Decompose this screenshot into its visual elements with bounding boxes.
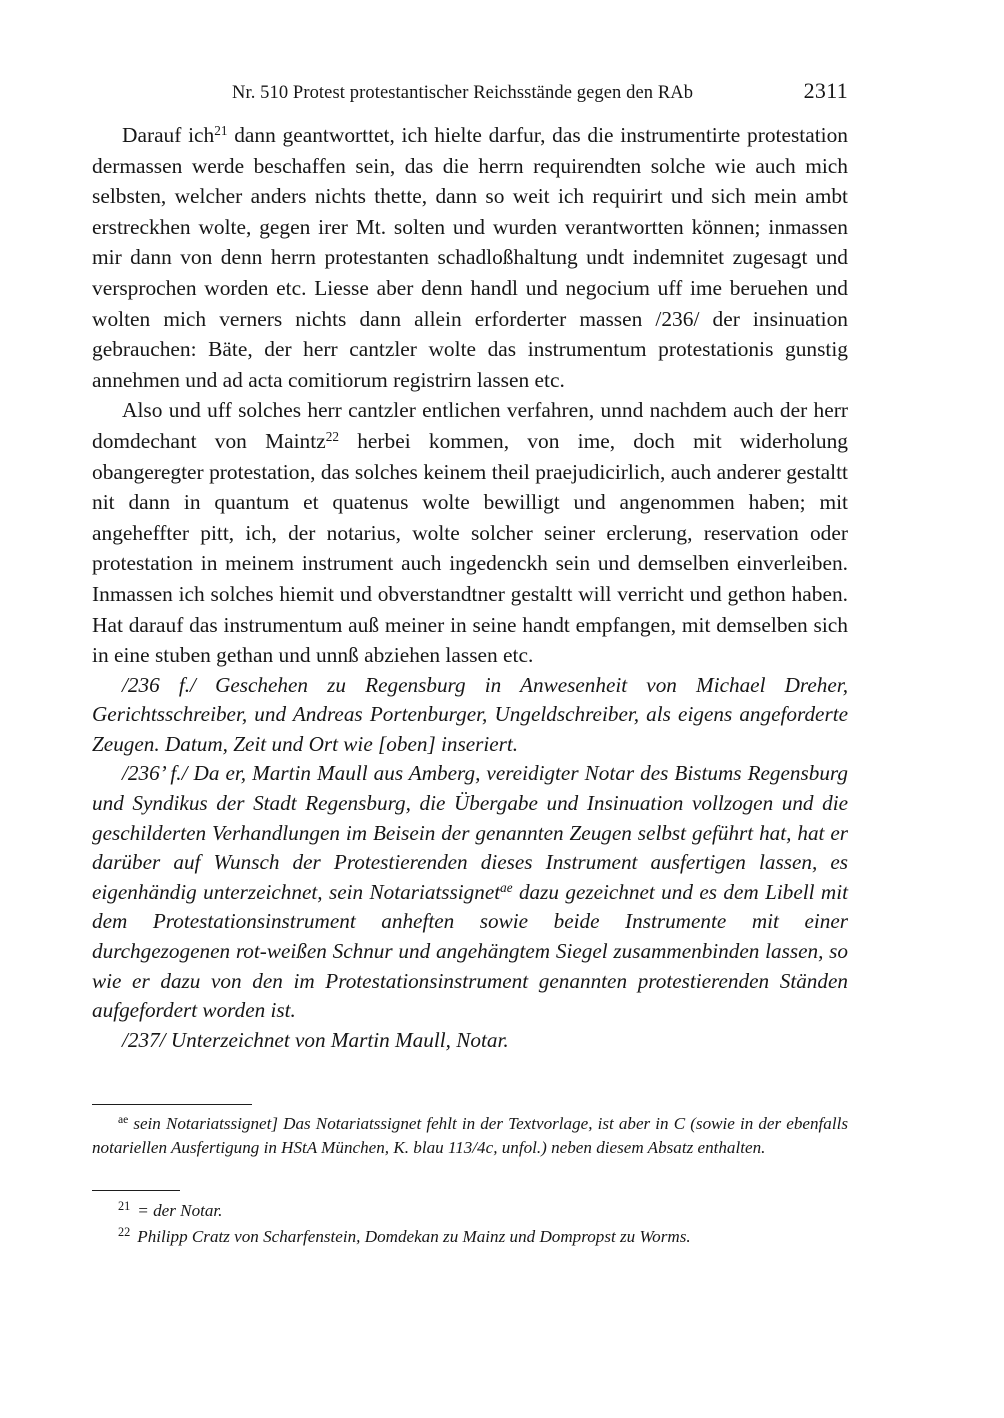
paragraph-darauf — [92, 120, 848, 395]
footnote-marker-22: 22 — [118, 1225, 131, 1240]
paragraph-body-text: dann geantworttet, ich hielte darfur, das die instrumentirte protestation dermassen werde beschaffen sein, das die herrn requirendten solche wie auch mich selbsten, welcher anders nichts thette, dann so weit ich requirirt und sich mein ambt erstreckhen wolte, gegen irer Mt. solten und wurden verantwortten können; inmassen mir dann von denn herrn protestanten schadloßhaltung undt indemnitet zugesagt und versprochen worden etc. Liesse aber denn handl und negocium uff ime beruehen und wolten mich verners nichts dann allein erforderter massen /236/ der insinuation gebrauchen: Bäte, der herr cantzler wolte das instrumentum protestationis gunstig annehmen und ad acta comitiorum registrirn lassen etc. — [92, 123, 848, 392]
paragraph-lead-text: /236’ f./ Da er, Martin Maull aus Amberg, vereidigter Notar des Bistums Regensburg und Syndikus der Stadt Regensburg, die Übergabe und Insinuation vollzogen und die geschilderten Verhandlungen im Beisein der genannten Zeugen selbst geführt hat, hat er darüber auf Wunsch der Protestierenden dieses Instrument ausfertigen lassen, es eigenhändig unterzeichnet, sein Notariatssignet — [92, 761, 848, 904]
footnote-text-22: Philipp Cratz von Scharfenstein, Domdekan zu Mainz und Dompropst zu Worms. — [137, 1227, 691, 1246]
footnote-marker-21: 21 — [118, 1199, 131, 1214]
body-text-block — [92, 120, 848, 1055]
footnote-marker-ae: ae — [118, 1113, 129, 1127]
paragraph-body-text: herbei kommen, von ime, doch mit widerholung obangeregter protestation, das solches keinem theil praejudicirlich, auch anderer gestaltt nit dann in quantum et quatenus wolte bewilligt und angenommen haben; mit angeheffter pitt, ich, der notarius, wolte solcher seiner erclerung, reservation oder protestation in meinem instrument auch ingedenckh sein und demselben einverleiben. Inmassen ich solches hiemit und obverstandtner gestaltt will verricht und gethon haben. Hat darauf das instrumentum auß meiner in seine handt empfangen, mit demselben sich in eine stuben gethan und unnß abziehen lassen etc. — [92, 428, 848, 668]
running-head-title: Nr. 510 Protest protestantischer Reichsstände gegen den RAb — [232, 83, 694, 103]
footnote-text-21: = der Notar. — [137, 1201, 223, 1220]
paragraph-lead-text: Darauf ich — [122, 123, 215, 147]
paragraph-lead-text: /237/ Unterzeichnet von Martin Maull, Notar. — [122, 1027, 509, 1052]
paragraph-also — [92, 395, 848, 670]
footnote-ref-21[interactable]: 21 — [214, 123, 228, 139]
footnote-entry-ae — [92, 1112, 848, 1161]
apparatus-numbers — [92, 1190, 848, 1250]
running-head — [92, 78, 848, 104]
footnote-ref-22[interactable]: 22 — [325, 429, 339, 445]
paragraph-unterzeichnet — [92, 1026, 848, 1056]
footnote-entry-22 — [92, 1224, 848, 1250]
footnote-rule-letters — [92, 1104, 252, 1105]
footnote-rule-numbers — [92, 1190, 180, 1191]
footnote-text-ae: sein Notariatssignet] Das Notariatssignet fehlt in der Textvorlage, ist aber in C (sowie in der ebenfalls notariellen Ausfertigung in HStA München, K. blau 113/4c, unfol.) neben diesem Absatz enthalten. — [92, 1114, 848, 1158]
paragraph-lead-text: Also und uff solches herr cantzler entlichen verfahren, unnd nachdem auch der herr domdechant von Maintz — [92, 398, 848, 453]
paragraph-da-er — [92, 759, 848, 1025]
footnote-entry-21 — [92, 1198, 848, 1224]
paragraph-body-text: dazu gezeichnet und es dem Libell mit dem Protestationsinstrument anheften sowie beide Instrumente mit einer durchgezogenen rot-weißen Schnur und angehängtem Siegel zusammenbinden lassen, so wie er dazu von den im Protestationsinstrument genannten protestierenden Ständen aufgefordert worden ist. — [92, 879, 849, 1023]
page-number: 2311 — [803, 78, 848, 103]
paragraph-geschehen — [92, 671, 848, 760]
paragraph-lead-text: /236 f./ Geschehen zu Regensburg in Anwesenheit von Michael Dreher, Gerichtsschreiber, und Andreas Portenburger, Ungeldschreiber, als eigens angeforderte Zeugen. Datum, Zeit und Ort wie [oben] inseriert. — [92, 672, 848, 756]
footnote-ref-ae[interactable]: ae — [500, 880, 513, 896]
apparatus-letters — [92, 1104, 848, 1161]
